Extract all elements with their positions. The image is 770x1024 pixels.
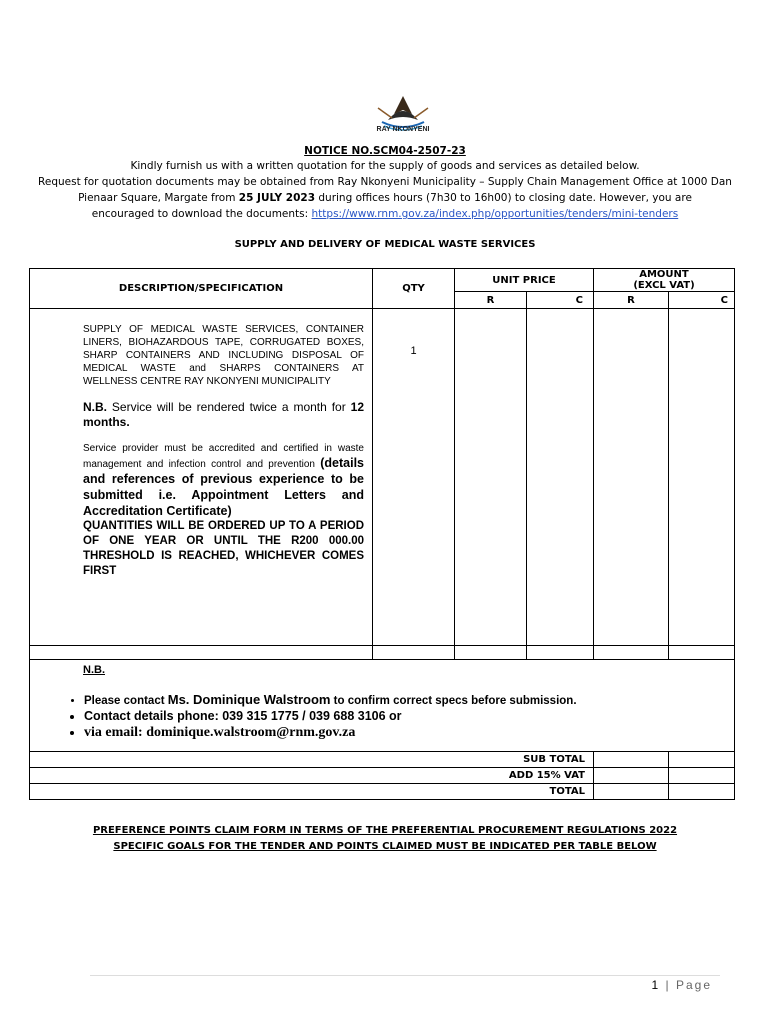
accreditation-details: (details and references of previous experience to be submitted i.e. Appointment Letters and Accreditation Certificate): [83, 456, 364, 518]
list-item: [84, 692, 734, 707]
page-footer: [652, 978, 713, 992]
contact-text-b: to confirm correct specs before submission.: [330, 695, 577, 707]
col-amount-header: [594, 269, 735, 292]
vat-c: [669, 768, 735, 784]
table-row: [30, 309, 735, 646]
unit-r-cell: [455, 309, 527, 646]
page-number: 1: [651, 978, 661, 992]
contact-text-a: Please contact: [84, 695, 168, 707]
quantities-note: QUANTITIES WILL BE ORDERED UP TO A PERIOD OF ONE YEAR OR UNTIL THE R200 000.00 THRESHOLD IS REACHED, WHICHEVER COMES FIRST: [83, 520, 364, 577]
intro-line-4: [20, 206, 750, 222]
download-link[interactable]: https://www.rnm.gov.za/index.php/opportunities/tenders/mini-tenders: [311, 208, 679, 220]
footer-divider: [90, 975, 720, 976]
amount-r-cell: [594, 309, 669, 646]
col-qty-header: QTY: [373, 269, 455, 309]
total-label: TOTAL: [30, 784, 594, 800]
item-description: SUPPLY OF MEDICAL WASTE SERVICES, CONTAINER LINERS, BIOHAZARDOUS TAPE, CORRUGATED BOXES, SHARP CONTAINERS AND INCLUDING DISPOSAL OF MEDICAL WASTE and SHARPS CONTAINERS AT WELLNESS CENTRE RAY NKONYENI MUNICIPALITY: [83, 324, 364, 387]
amount-c-header: C: [669, 292, 735, 309]
list-item: • Contact details phone: 039 315 1775 / 039 688 3106 or: [84, 709, 734, 723]
col-description-header: DESCRIPTION/SPECIFICATION: [30, 269, 373, 309]
total-r: [594, 784, 669, 800]
intro-line-4a: encouraged to download the documents:: [91, 208, 312, 220]
empty-cell: [455, 646, 527, 660]
empty-cell: [594, 646, 669, 660]
table-row: [30, 768, 735, 784]
amount-c-cell: [669, 309, 735, 646]
sub-total-label: SUB TOTAL: [30, 752, 594, 768]
quotation-table: [29, 268, 735, 800]
table-row: [30, 784, 735, 800]
nb-contact-row: [30, 660, 735, 752]
col-unit-price-header: UNIT PRICE: [455, 269, 594, 292]
intro-line-3: [20, 190, 750, 206]
nb-months: 12 months.: [83, 400, 364, 429]
intro-line-3b: during offices hours (7h30 to 16h00) to closing date. However, you are: [315, 192, 692, 204]
nb-contact-label: N.B.: [83, 664, 105, 676]
page-label: | Page: [660, 978, 712, 992]
preference-heading-2: SPECIFIC GOALS FOR THE TENDER AND POINTS CLAIMED MUST BE INDICATED PER TABLE BELOW: [113, 841, 657, 852]
unit-r-header: R: [455, 292, 527, 309]
amount-label: AMOUNT: [639, 269, 689, 280]
document-title: SUPPLY AND DELIVERY OF MEDICAL WASTE SERVICES: [234, 239, 536, 250]
contact-list: [30, 692, 734, 741]
empty-cell: [527, 646, 594, 660]
empty-cell: [373, 646, 455, 660]
contact-name: Ms. Dominique Walstroom: [167, 692, 331, 707]
accreditation-note: [83, 442, 364, 519]
amount-r-header: R: [594, 292, 669, 309]
nb-contact-cell: [30, 660, 735, 752]
preference-heading-1: PREFERENCE POINTS CLAIM FORM IN TERMS OF THE PREFERENTIAL PROCUREMENT REGULATIONS 2022: [92, 825, 678, 836]
sub-total-r: [594, 752, 669, 768]
nb-service-text: Service will be rendered twice a month for: [107, 400, 351, 414]
vat-r: [594, 768, 669, 784]
list-item: • via email: dominique.walstroom@rnm.gov.za: [84, 725, 734, 741]
intro-line-1: Kindly furnish us with a written quotation for the supply of goods and services as detailed below.: [130, 160, 640, 172]
intro-line-3a: Pienaar Square, Margate from: [78, 192, 239, 204]
vat-label: ADD 15% VAT: [30, 768, 594, 784]
logo-text: RAY NKONYENI: [376, 126, 430, 133]
nb-label: N.B.: [83, 400, 107, 414]
total-c: [669, 784, 735, 800]
amount-excl-vat-label: (EXCL VAT): [633, 280, 695, 291]
notice-number: NOTICE NO.SCM04-2507-23: [304, 145, 466, 157]
unit-c-cell: [527, 309, 594, 646]
table-row: [30, 646, 735, 660]
accreditation-text: Service provider must be accredited and certified in waste management and infection control and prevention: [83, 443, 364, 470]
intro-line-2: Request for quotation documents may be obtained from Ray Nkonyeni Municipality – Supply Chain Management Office at 1000 Dan: [38, 176, 732, 188]
sub-total-c: [669, 752, 735, 768]
nb-service-note: [83, 400, 364, 430]
item-qty: 1: [373, 309, 455, 646]
empty-cell: [30, 646, 373, 660]
empty-cell: [669, 646, 735, 660]
intro-date: 25 JULY 2023: [238, 192, 316, 204]
item-description-cell: [30, 309, 373, 646]
unit-c-header: C: [527, 292, 594, 309]
table-row: [30, 752, 735, 768]
